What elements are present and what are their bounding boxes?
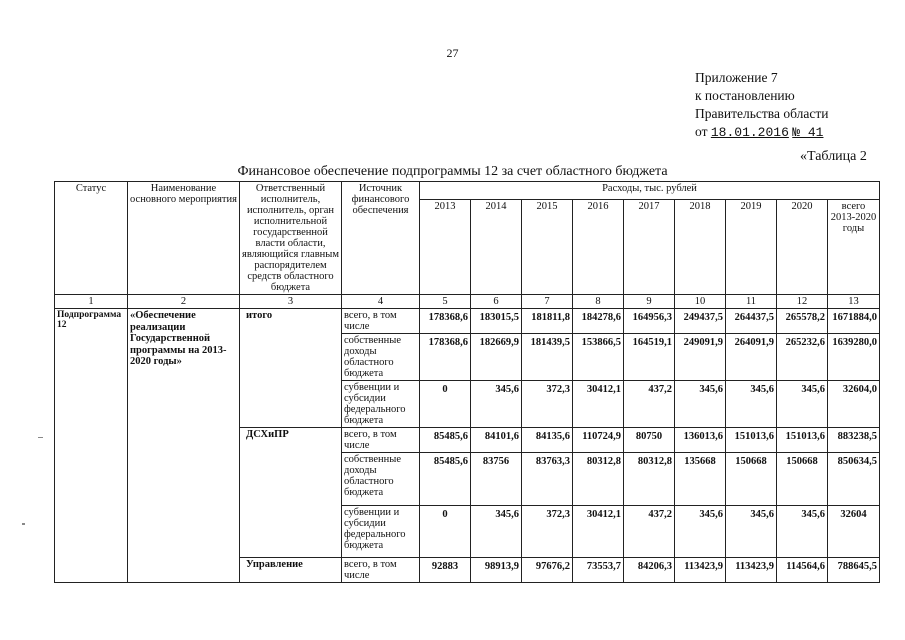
value-cell: 153866,5 [573, 334, 624, 381]
total-cell: 32604,0 [828, 381, 880, 428]
total-cell: 850634,5 [828, 453, 880, 506]
header-year: 2018 [675, 199, 726, 294]
appendix-line-2: к постановлению [695, 88, 795, 103]
value-cell: 97676,2 [522, 558, 573, 583]
column-number: 8 [573, 295, 624, 309]
appendix-line-1: Приложение 7 [695, 70, 778, 85]
decree-number: № 41 [792, 125, 824, 140]
value-cell: 265578,2 [777, 309, 828, 334]
column-number: 13 [828, 295, 880, 309]
value-cell: 30412,1 [573, 506, 624, 558]
value-cell: 372,3 [522, 381, 573, 428]
source-cell: собственные доходы областного бюджета [342, 334, 420, 381]
column-number: 12 [777, 295, 828, 309]
status-cell: Подпрограмма 12 [55, 309, 128, 583]
value-cell: 85485,6 [420, 428, 471, 453]
value-cell: 178368,6 [420, 309, 471, 334]
value-cell: 0 [420, 381, 471, 428]
value-cell: 264091,9 [726, 334, 777, 381]
column-number: 10 [675, 295, 726, 309]
value-cell: 164956,3 [624, 309, 675, 334]
value-cell: 73553,7 [573, 558, 624, 583]
value-cell: 181439,5 [522, 334, 573, 381]
header-executor: Ответственный исполнитель, исполнитель, орган исполнительной государственной власти области, являющийся главным распорядителем средств областного бюджета [240, 182, 342, 295]
value-cell: 92883 [420, 558, 471, 583]
header-year: 2016 [573, 199, 624, 294]
appendix-line-3: Правительства области [695, 106, 829, 121]
value-cell: 80750 [624, 428, 675, 453]
column-number: 3 [240, 295, 342, 309]
total-cell: 32604 [828, 506, 880, 558]
value-cell: 178368,6 [420, 334, 471, 381]
column-number: 5 [420, 295, 471, 309]
header-year: 2014 [471, 199, 522, 294]
column-number: 11 [726, 295, 777, 309]
event-name-cell: «Обеспечение реализации Государственной программы на 2013-2020 годы» [128, 309, 240, 583]
decree-line [695, 123, 828, 142]
value-cell: 84206,3 [624, 558, 675, 583]
value-cell: 84101,6 [471, 428, 522, 453]
value-cell: 184278,6 [573, 309, 624, 334]
column-number: 6 [471, 295, 522, 309]
document-title: Финансовое обеспечение подпрограммы 12 за счет областного бюджета [237, 164, 668, 179]
value-cell: 110724,9 [573, 428, 624, 453]
executor-cell: итого [240, 309, 342, 428]
decree-date-prefix: от [695, 124, 708, 139]
total-cell: 883238,5 [828, 428, 880, 453]
source-cell: собственные доходы областного бюджета [342, 453, 420, 506]
value-cell: 372,3 [522, 506, 573, 558]
appendix-block [695, 69, 828, 142]
value-cell: 30412,1 [573, 381, 624, 428]
value-cell: 84135,6 [522, 428, 573, 453]
header-expenses: Расходы, тыс. рублей [420, 182, 880, 200]
header-year: 2019 [726, 199, 777, 294]
value-cell: 151013,6 [777, 428, 828, 453]
header-year: 2020 [777, 199, 828, 294]
header-source: Источник финансового обеспечения [342, 182, 420, 295]
scan-speck [38, 437, 43, 438]
value-cell: 345,6 [777, 381, 828, 428]
column-number: 7 [522, 295, 573, 309]
source-cell: субвенции и субсидии федерального бюджета [342, 381, 420, 428]
scan-speck [22, 523, 25, 525]
header-year: 2013 [420, 199, 471, 294]
executor-cell: ДСХиПР [240, 428, 342, 558]
total-cell: 788645,5 [828, 558, 880, 583]
value-cell: 345,6 [777, 506, 828, 558]
source-cell: всего, в том числе [342, 558, 420, 583]
value-cell: 345,6 [726, 381, 777, 428]
value-cell: 150668 [777, 453, 828, 506]
value-cell: 150668 [726, 453, 777, 506]
column-number: 1 [55, 295, 128, 309]
value-cell: 183015,5 [471, 309, 522, 334]
value-cell: 114564,6 [777, 558, 828, 583]
value-cell: 83763,3 [522, 453, 573, 506]
value-cell: 345,6 [675, 506, 726, 558]
decree-date: 18.01.2016 [710, 125, 789, 140]
value-cell: 265232,6 [777, 334, 828, 381]
table-label: «Таблица 2 [800, 149, 867, 164]
value-cell: 83756 [471, 453, 522, 506]
column-number: 9 [624, 295, 675, 309]
total-cell: 1671884,0 [828, 309, 880, 334]
total-cell: 1639280,0 [828, 334, 880, 381]
value-cell: 437,2 [624, 506, 675, 558]
value-cell: 135668 [675, 453, 726, 506]
value-cell: 80312,8 [624, 453, 675, 506]
value-cell: 437,2 [624, 381, 675, 428]
value-cell: 136013,6 [675, 428, 726, 453]
value-cell: 345,6 [675, 381, 726, 428]
value-cell: 151013,6 [726, 428, 777, 453]
value-cell: 345,6 [471, 506, 522, 558]
value-cell: 345,6 [726, 506, 777, 558]
value-cell: 345,6 [471, 381, 522, 428]
page-number: 27 [446, 46, 459, 60]
value-cell: 182669,9 [471, 334, 522, 381]
value-cell: 85485,6 [420, 453, 471, 506]
source-cell: всего, в том числе [342, 309, 420, 334]
header-status: Статус [55, 182, 128, 295]
executor-cell: Управление [240, 558, 342, 583]
source-cell: субвенции и субсидии федерального бюджета [342, 506, 420, 558]
value-cell: 164519,1 [624, 334, 675, 381]
value-cell: 113423,9 [726, 558, 777, 583]
financing-table [54, 181, 880, 583]
column-number: 4 [342, 295, 420, 309]
value-cell: 181811,8 [522, 309, 573, 334]
value-cell: 249437,5 [675, 309, 726, 334]
header-year: 2017 [624, 199, 675, 294]
column-number: 2 [128, 295, 240, 309]
value-cell: 0 [420, 506, 471, 558]
value-cell: 264437,5 [726, 309, 777, 334]
header-total: всего 2013-2020 годы [828, 199, 880, 294]
header-name: Наименование основного мероприятия [128, 182, 240, 295]
source-cell: всего, в том числе [342, 428, 420, 453]
value-cell: 113423,9 [675, 558, 726, 583]
value-cell: 249091,9 [675, 334, 726, 381]
value-cell: 80312,8 [573, 453, 624, 506]
value-cell: 98913,9 [471, 558, 522, 583]
header-year: 2015 [522, 199, 573, 294]
